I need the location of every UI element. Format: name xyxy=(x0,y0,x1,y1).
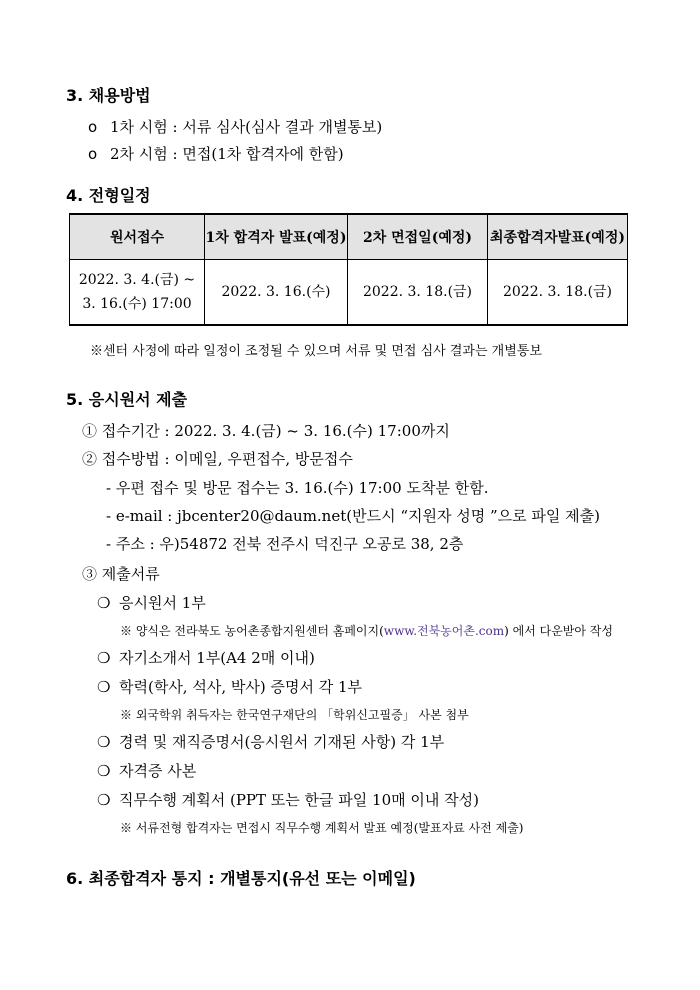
circle-bullet-icon: ❍ xyxy=(97,762,111,780)
mail-visit-note: - 우편 접수 및 방문 접수는 3. 16.(수) 17:00 도착분 한함. xyxy=(106,479,489,497)
note-text: ※ 양식은 전라북도 농어촌종합지원센터 홈페이지( xyxy=(120,624,384,638)
list-item xyxy=(82,420,450,441)
section-4-heading: 4. 전형일정 xyxy=(66,186,151,205)
circle-bullet-icon: ❍ xyxy=(97,733,111,751)
receipt-period-start: 2022. 3. 4.(금) ~ xyxy=(78,272,196,288)
number-marker: ② xyxy=(82,450,98,468)
list-item xyxy=(88,143,344,164)
number-marker: ① xyxy=(82,422,98,440)
circle-bullet-icon: ❍ xyxy=(97,678,111,696)
circle-bullet-icon: ❍ xyxy=(97,649,111,667)
work-plan-text: 직무수행 계획서 (PPT 또는 한글 파일 10매 이내 작성) xyxy=(119,791,479,809)
column-header: 최종합격자발표(예정) xyxy=(488,214,628,260)
exam-2-text: 2차 시험 : 면접(1차 합격자에 한함) xyxy=(110,145,344,163)
documents-title: 제출서류 xyxy=(101,565,160,583)
section-6-heading: 6. 최종합격자 통지 : 개별통지(유선 또는 이메일) xyxy=(66,869,416,888)
note-text: ) 에서 다운받아 작성 xyxy=(504,624,613,638)
section-3-heading: 3. 채용방법 xyxy=(66,86,151,105)
certificate-text: 자격증 사본 xyxy=(119,762,197,780)
circle-bullet-icon: ❍ xyxy=(97,594,111,612)
receipt-period-end: 3. 16.(수) 17:00 xyxy=(82,296,192,312)
receipt-method-text: 접수방법 : 이메일, 우편접수, 방문접수 xyxy=(101,450,353,468)
circle-bullet-icon: o xyxy=(88,145,98,163)
list-item xyxy=(97,760,196,781)
exam-1-text: 1차 시험 : 서류 심사(심사 결과 개별통보) xyxy=(110,118,383,136)
work-plan-note: ※ 서류전형 합격자는 면접시 직무수행 계획서 발표 예정(발표자료 사전 제출) xyxy=(120,821,524,835)
list-item xyxy=(82,448,353,469)
schedule-note: ※센터 사정에 따라 일정이 조정될 수 있으며 서류 및 면접 심사 결과는 개별통보 xyxy=(90,344,542,359)
table-cell: 2022. 3. 18.(금) xyxy=(348,260,488,326)
list-item xyxy=(97,592,206,613)
self-intro-text: 자기소개서 1부(A4 2매 이내) xyxy=(119,649,315,667)
degree-note: ※ 외국학위 취득자는 한국연구재단의 「학위신고필증」 사본 첨부 xyxy=(120,708,469,722)
list-item xyxy=(82,563,160,584)
column-header: 2차 면접일(예정) xyxy=(348,214,488,260)
list-item xyxy=(97,789,479,810)
circle-bullet-icon: o xyxy=(88,118,98,136)
career-text: 경력 및 재직증명서(응시원서 기재된 사항) 각 1부 xyxy=(119,733,445,751)
number-marker: ③ xyxy=(82,565,98,583)
list-item xyxy=(97,647,315,668)
address-note: - 주소 : 우)54872 전북 전주시 덕진구 오공로 38, 2층 xyxy=(106,535,464,553)
list-item xyxy=(97,676,362,697)
section-5-heading: 5. 응시원서 제출 xyxy=(66,390,188,409)
list-item xyxy=(97,731,444,752)
list-item xyxy=(88,116,382,137)
homepage-link[interactable]: www.전북농어촌.com xyxy=(383,624,505,638)
column-header: 1차 합격자 발표(예정) xyxy=(205,214,348,260)
receipt-period-text: 접수기간 : 2022. 3. 4.(금) ~ 3. 16.(수) 17:00까지 xyxy=(101,422,450,440)
degree-text: 학력(학사, 석사, 박사) 증명서 각 1부 xyxy=(119,678,362,696)
table-cell: 2022. 3. 16.(수) xyxy=(205,260,348,326)
column-header: 원서접수 xyxy=(70,214,205,260)
circle-bullet-icon: ❍ xyxy=(97,791,111,809)
application-form-note xyxy=(120,622,613,639)
schedule-table xyxy=(69,213,628,326)
table-cell: 2022. 3. 18.(금) xyxy=(488,260,628,326)
table-row xyxy=(70,260,628,326)
application-form-text: 응시원서 1부 xyxy=(119,594,206,612)
email-note: - e-mail : jbcenter20@daum.net(반드시 “지원자 성명 ”으로 파일 제출) xyxy=(106,507,600,525)
table-cell xyxy=(70,260,205,326)
